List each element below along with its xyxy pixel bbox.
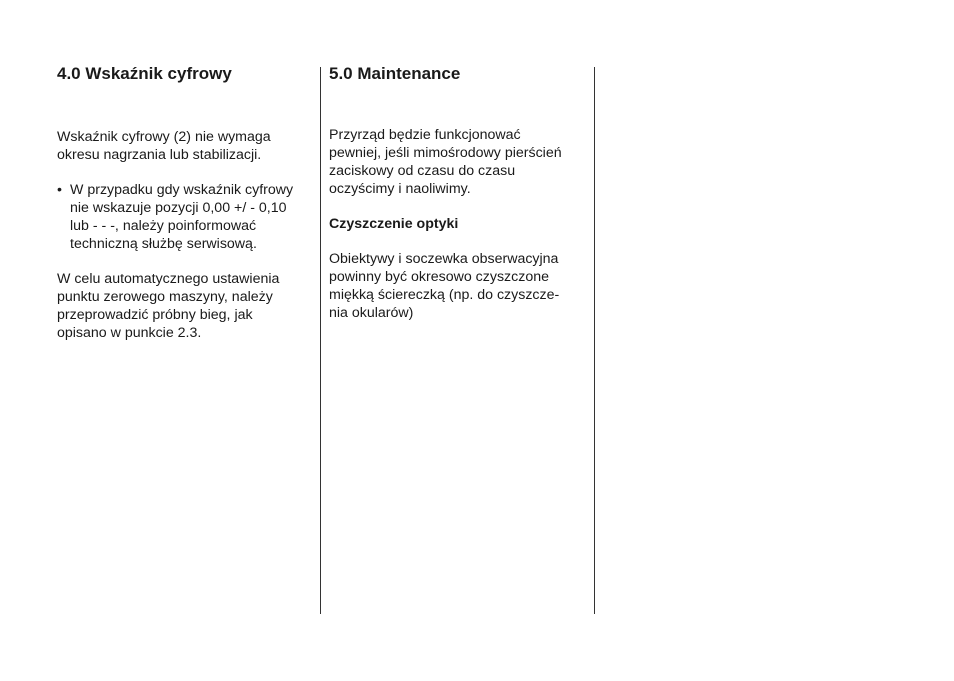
text-line: techniczną służbę serwisową. xyxy=(70,236,257,252)
section-4-heading: 4.0 Wskaźnik cyfrowy xyxy=(57,64,232,83)
text-line: punktu zerowego maszyny, należy xyxy=(57,289,273,305)
text-line: opisano w punkcie 2.3. xyxy=(57,325,202,341)
section-4-paragraph-2 xyxy=(57,270,312,342)
section-5-heading: 5.0 Maintenance xyxy=(329,64,461,83)
text-line: Obiektywy i soczewka obserwacyjna xyxy=(329,251,559,267)
text-line: nia okularów) xyxy=(329,305,414,321)
bullet-icon: • xyxy=(57,182,62,198)
text-line: W przypadku gdy wskaźnik cyfrowy xyxy=(70,182,294,198)
text-line: miękką ściereczką (np. do czyszcze- xyxy=(329,287,560,303)
text-line: W celu automatycznego ustawienia xyxy=(57,271,280,287)
text-line: Przyrząd będzie funkcjonować xyxy=(329,127,521,143)
section-4-bullet-item xyxy=(57,181,312,253)
column-divider-right xyxy=(594,67,595,614)
text-line: nie wskazuje pozycji 0,00 +/ - 0,10 xyxy=(70,200,287,216)
text-line: oczyścimy i naoliwimy. xyxy=(329,181,471,197)
section-5-paragraph-2 xyxy=(329,250,587,322)
section-5-paragraph-1 xyxy=(329,126,587,198)
text-line: Wskaźnik cyfrowy (2) nie wymaga xyxy=(57,129,271,145)
section-4-paragraph-1 xyxy=(57,128,312,164)
text-line: powinny być okresowo czyszczone xyxy=(329,269,550,285)
column-divider-left xyxy=(320,67,321,614)
section-5-subheading: Czyszczenie optyki xyxy=(329,216,459,232)
text-line: pewniej, jeśli mimośrodowy pierścień xyxy=(329,145,562,161)
text-line: okresu nagrzania lub stabilizacji. xyxy=(57,147,262,163)
section-5-column xyxy=(329,62,587,322)
text-line: przeprowadzić próbny bieg, jak xyxy=(57,307,253,323)
text-line: zaciskowy od czasu do czasu xyxy=(329,163,516,179)
text-line: lub - - -, należy poinformować xyxy=(70,218,257,234)
section-4-column xyxy=(57,62,312,342)
